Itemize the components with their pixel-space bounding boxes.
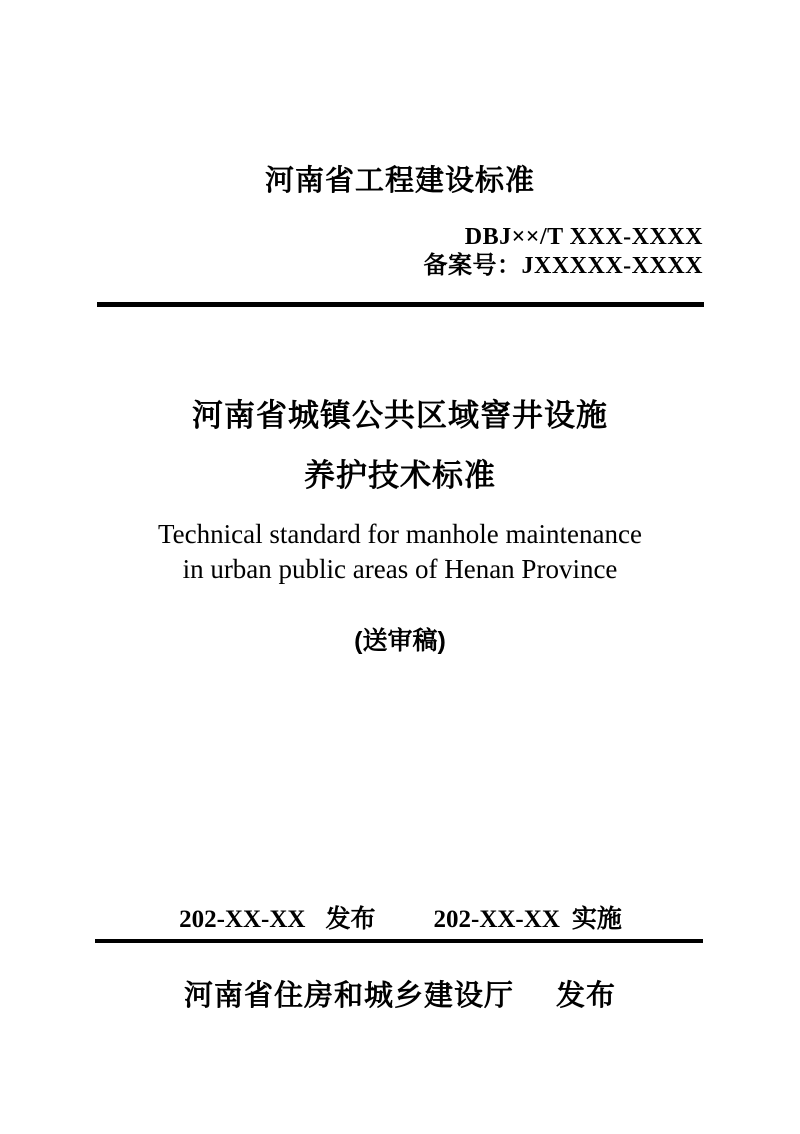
title-cn-line1: 河南省城镇公共区域窨井设施 (192, 398, 608, 433)
title-cn-line2: 养护技术标准 (304, 458, 496, 493)
publisher-name: 河南省住房和城乡建设厅 (183, 980, 514, 1012)
implement-date: 202-XX-XX (433, 906, 560, 933)
implement-label: 实施 (571, 905, 622, 933)
issue-date: 202-XX-XX (179, 906, 306, 933)
issue-label: 发布 (325, 905, 376, 933)
top-divider-rule (97, 302, 704, 307)
title-en-line2: in urban public areas of Henan Province (182, 554, 618, 584)
publisher-row (0, 982, 800, 1011)
standard-category-heading: 河南省工程建设标准 (264, 165, 535, 197)
draft-note: (送审稿) (354, 627, 446, 655)
title-en-line1: Technical standard for manhole maintenance (158, 519, 642, 549)
publish-label: 发布 (556, 980, 617, 1012)
record-number: 备案号：JXXXXX-XXXX (423, 253, 703, 279)
bottom-divider-rule (95, 939, 703, 943)
date-row (97, 907, 704, 932)
standard-number: DBJ××/T XXX-XXXX (464, 224, 703, 250)
